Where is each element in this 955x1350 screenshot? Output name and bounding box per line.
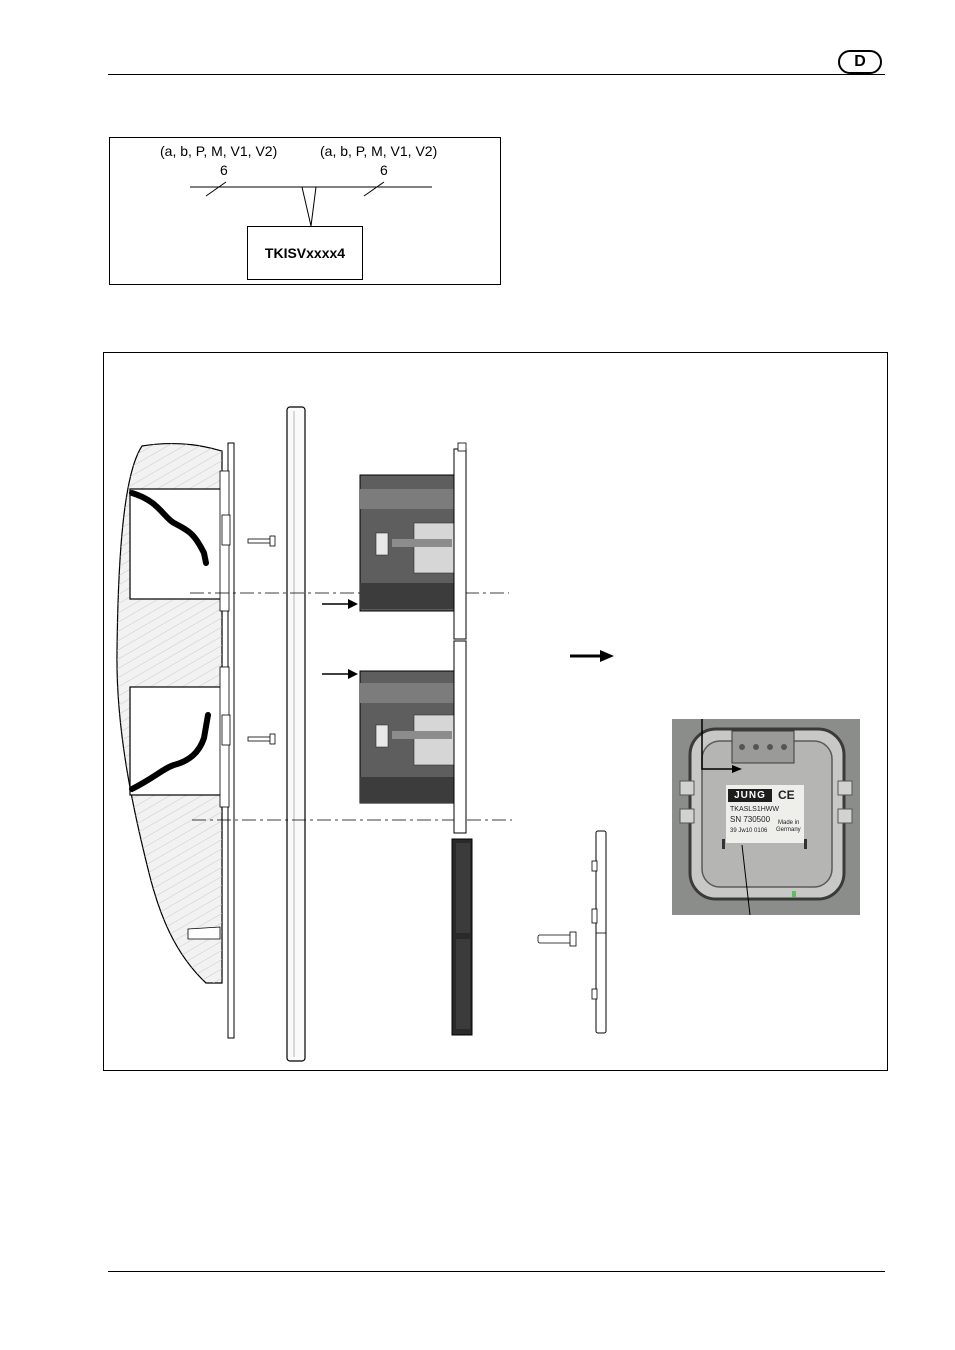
screw-upper — [248, 536, 275, 546]
language-badge: D — [838, 50, 882, 74]
screw-small — [538, 932, 576, 946]
serial-text: SN 730500 — [730, 815, 771, 824]
brand-logo: JUNG — [728, 789, 772, 802]
origin-text-1: Made in — [778, 820, 800, 826]
device-box: TKISVxxxx4 — [247, 226, 363, 280]
device-rear-photo — [672, 719, 860, 915]
exploded-assembly-drawing — [104, 353, 889, 1072]
flush-box-upper — [130, 489, 222, 599]
wiring-diagram — [109, 137, 501, 285]
footer-rule — [108, 1271, 885, 1272]
header-rule — [108, 74, 885, 75]
direction-arrow — [570, 650, 614, 662]
ce-mark: CE — [778, 788, 795, 802]
assembly-figure — [103, 352, 888, 1071]
bus-right-count: 6 — [380, 162, 388, 178]
device-module-lower — [360, 641, 466, 833]
cover-frame — [287, 407, 305, 1061]
device-module-upper — [360, 443, 466, 639]
screw-lower — [248, 734, 275, 744]
flush-box-lower — [130, 687, 222, 795]
bus-left-label: (a, b, P, M, V1, V2) — [160, 143, 278, 159]
bus-left-count: 6 — [220, 162, 228, 178]
date-code-text: 39 Jw10 0106 — [730, 828, 768, 834]
model-text: TKASLS1HWW — [730, 806, 780, 813]
bus-right-label: (a, b, P, M, V1, V2) — [320, 143, 438, 159]
insert-arrow-lower — [322, 669, 358, 679]
cover-plate-small — [592, 831, 606, 1033]
origin-text-2: Germany — [776, 827, 801, 833]
insert-arrow-upper — [322, 599, 358, 609]
